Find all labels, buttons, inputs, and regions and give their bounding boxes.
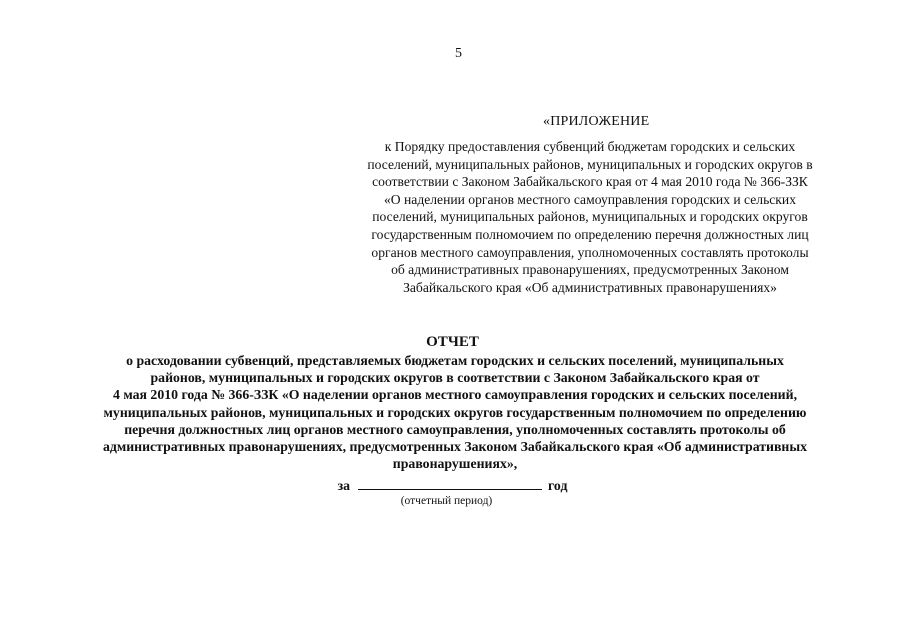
- report-subtitle-line: о расходовании субвенций, представляемых бюджетам городских и сельских поселений, муниципальных: [126, 353, 784, 368]
- appendix-title: «ПРИЛОЖЕНИЕ: [543, 114, 650, 129]
- appendix-line: Забайкальского края «Об административных правонарушениях»: [403, 279, 777, 295]
- page-number: 5: [455, 46, 462, 61]
- appendix-line: к Порядку предоставления субвенций бюджетам городских и сельских: [384, 139, 796, 154]
- appendix-line: поселений, муниципальных районов, муниципальных и городских округов в: [367, 156, 813, 172]
- period-prefix: за: [337, 478, 351, 493]
- period-suffix: год: [548, 478, 568, 493]
- report-subtitle-line: перечня должностных лиц органов местного самоуправления, уполномоченных составлять протоколы об: [124, 421, 786, 437]
- report-subtitle-line: муниципальных районов, муниципальных и городских округов государственным полномочием по определению: [103, 404, 807, 420]
- report-subtitle-line: 4 мая 2010 года № 366-ЗЗК «О наделении органов местного самоуправления городских и сельских поселений,: [112, 387, 798, 403]
- appendix-text: [340, 138, 840, 296]
- report-subtitle-line: районов, муниципальных и городских округов в соответствии с Законом Забайкальского края от: [150, 370, 760, 386]
- period-caption: (отчетный период): [400, 495, 493, 507]
- appendix-line: «О наделении органов местного самоуправления городских и сельских: [384, 191, 796, 207]
- period-blank-field: [358, 477, 542, 490]
- reporting-period-line: [0, 477, 905, 494]
- appendix-line: государственным полномочием по определению перечня должностных лиц: [371, 226, 809, 242]
- appendix-line: поселений, муниципальных районов, муниципальных и городских округов: [372, 209, 808, 225]
- appendix-line: об административных правонарушениях, предусмотренных Законом: [391, 262, 789, 278]
- report-subtitle: [40, 352, 870, 472]
- report-heading: ОТЧЕТ: [426, 334, 479, 350]
- report-subtitle-line: административных правонарушениях, предусмотренных Законом Забайкальского края «Об административных: [102, 439, 808, 455]
- appendix-line: соответствии с Законом Забайкальского края от 4 мая 2010 года № 366-ЗЗК: [372, 174, 808, 190]
- report-subtitle-line: правонарушениях»,: [392, 456, 518, 472]
- appendix-line: органов местного самоуправления, уполномоченных составлять протоколы: [371, 244, 809, 260]
